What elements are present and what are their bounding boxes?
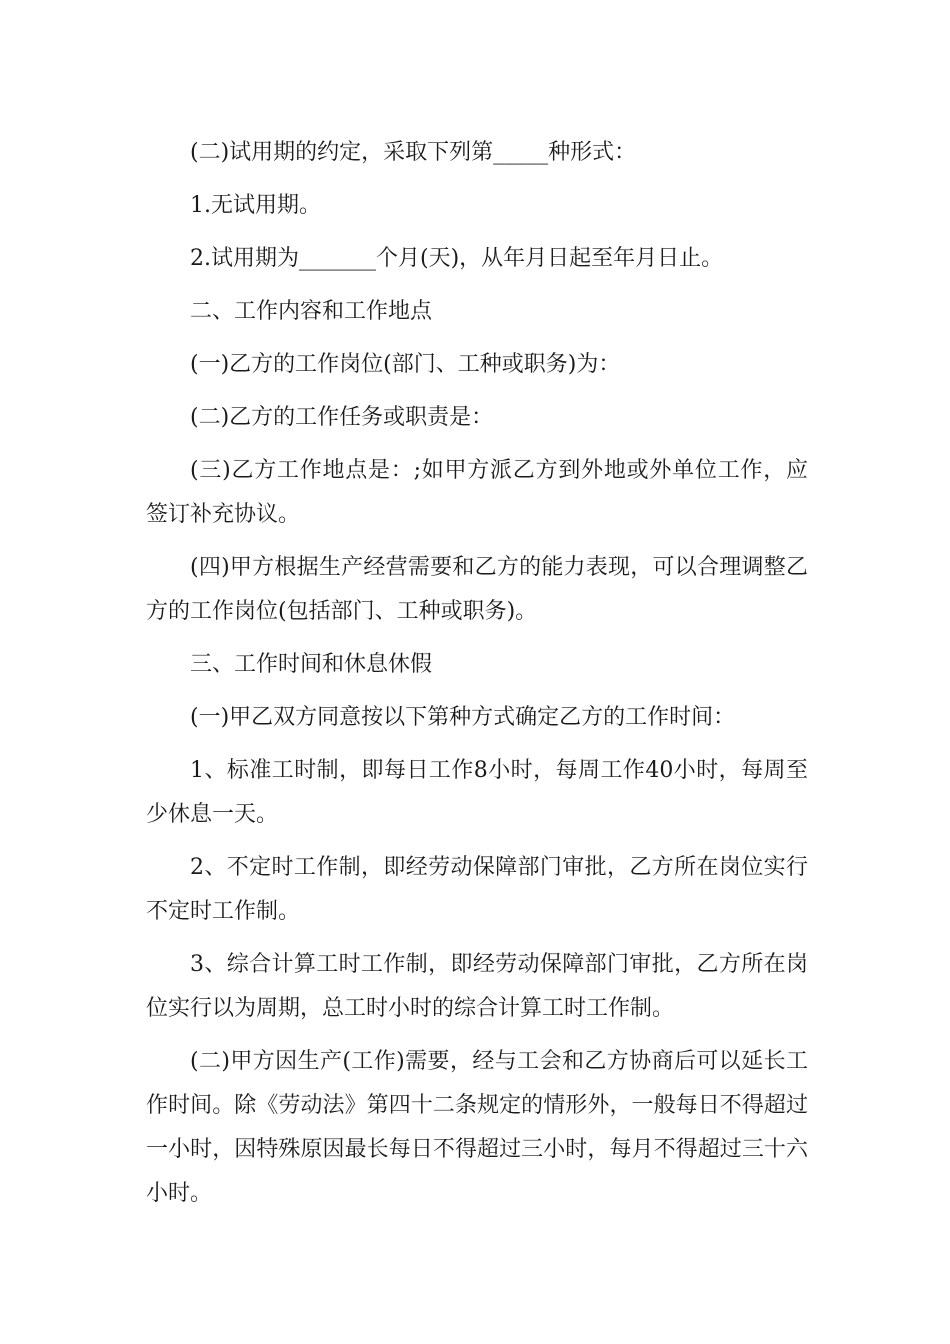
section-heading: 三、工作时间和休息休假 — [190, 652, 433, 677]
paragraph: (一)乙方的工作岗位(部门、工种或职务)为： — [190, 352, 621, 377]
paragraph: 1、标准工时制，即每日工作8小时，每周工作40小时，每周至少休息一天。 — [146, 758, 808, 827]
paragraph: 1.无试用期。 — [190, 193, 321, 218]
paragraph: (二)甲方因生产(工作)需要，经与工会和乙方协商后可以延长工作时间。除《劳动法》第四十二条规定的情形外，一般每日不得超过一小时，因特殊原因最长每日不得超过三小时，每月不得超过三十六小时。 — [146, 1049, 808, 1206]
document-body — [146, 131, 808, 1216]
paragraph: (二)乙方的工作任务或职责是： — [190, 405, 494, 430]
paragraph: (四)甲方根据生产经营需要和乙方的能力表现，可以合理调整乙方的工作岗位(包括部门、工种或职务)。 — [146, 555, 808, 624]
paragraph: (二)试用期的约定，采取下列第_____种形式： — [190, 140, 637, 165]
paragraph: (一)甲乙双方同意按以下第种方式确定乙方的工作时间： — [190, 705, 736, 730]
paragraph: 3、综合计算工时工作制，即经劳动保障部门审批，乙方所在岗位实行以为周期，总工时小时的综合计算工时工作制。 — [146, 952, 808, 1021]
paragraph: 2、不定时工作制，即经劳动保障部门审批，乙方所在岗位实行不定时工作制。 — [146, 855, 808, 924]
paragraph: 2.试用期为_______个月(天)，从年月日起至年月日止。 — [190, 246, 724, 271]
paragraph: (三)乙方工作地点是：;如甲方派乙方到外地或外单位工作，应签订补充协议。 — [146, 458, 808, 527]
section-heading: 二、工作内容和工作地点 — [190, 299, 433, 324]
